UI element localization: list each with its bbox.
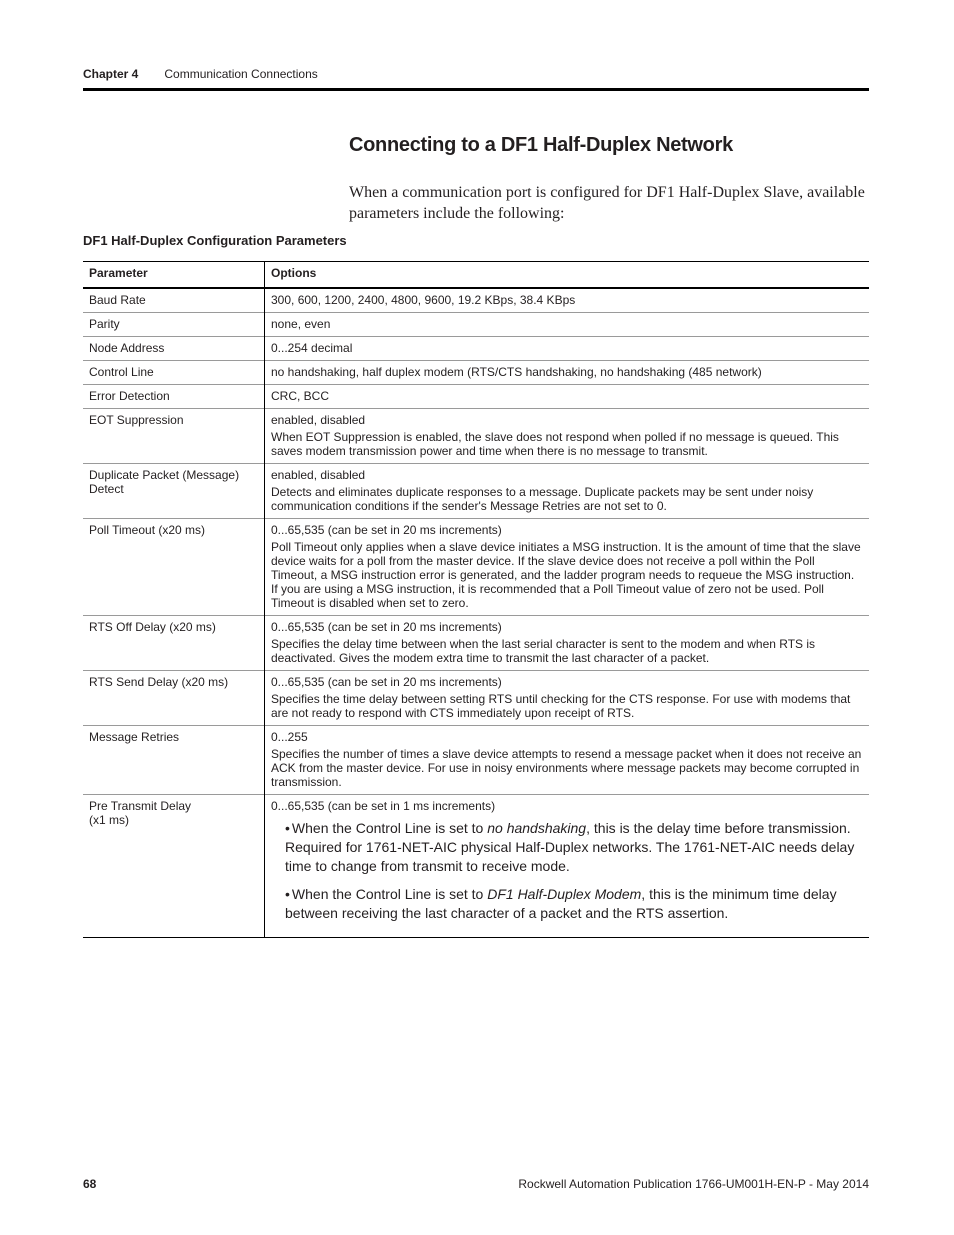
option-description: Specifies the delay time between when the last serial character is sent to the modem and when RTS is deactivated. Gives the modem extra time to transmit the last character of a packet. bbox=[271, 637, 816, 665]
section-heading: Connecting to a DF1 Half-Duplex Network bbox=[349, 134, 733, 156]
parameters-table bbox=[83, 261, 869, 938]
option-cell bbox=[265, 361, 870, 385]
table-title: DF1 Half-Duplex Configuration Parameters bbox=[83, 233, 347, 248]
table-row bbox=[83, 726, 869, 795]
bullet-icon: • bbox=[285, 820, 290, 836]
param-cell: Parity bbox=[83, 313, 265, 337]
chapter-label: Chapter 4 bbox=[83, 67, 139, 81]
param-cell: Error Detection bbox=[83, 385, 265, 409]
option-value: no handshaking, half duplex modem (RTS/CTS handshaking, no handshaking (485 network) bbox=[271, 365, 762, 379]
option-cell bbox=[265, 519, 870, 616]
option-cell bbox=[265, 671, 870, 726]
param-cell: Duplicate Packet (Message) Detect bbox=[83, 464, 265, 519]
option-description: Poll Timeout only applies when a slave device initiates a MSG instruction. It is the amount of time that the slave device waits for a poll from the master device. If the slave device does not receive a poll within the Poll Timeout, a MSG instruction error is generated, and the ladder program needs to requeue the MSG instruction. If you are using a MSG instruction, it is recommended that a Poll Timeout value of zero not be used. Poll Timeout is disabled when set to zero. bbox=[271, 540, 861, 610]
option-description: Specifies the number of times a slave device attempts to resend a message packet when it does not receive an ACK from the master device. For use in noisy environments where message packets may become corrupted in transmission. bbox=[271, 747, 862, 789]
table-row bbox=[83, 795, 869, 938]
table-row bbox=[83, 288, 869, 313]
param-cell: RTS Off Delay (x20 ms) bbox=[83, 616, 265, 671]
option-value: 0...255 bbox=[271, 730, 308, 744]
table-row bbox=[83, 337, 869, 361]
running-header bbox=[83, 67, 869, 81]
option-value: 0...65,535 (can be set in 20 ms increments) bbox=[271, 523, 502, 537]
option-value: 0...254 decimal bbox=[271, 341, 353, 355]
option-description: Detects and eliminates duplicate responses to a message. Duplicate packets may be sent under noisy communication conditions if the sender's Message Retries are not set to 0. bbox=[271, 485, 814, 513]
table-row bbox=[83, 519, 869, 616]
param-cell: Baud Rate bbox=[83, 288, 265, 313]
column-header-options: Options bbox=[271, 266, 317, 280]
param-unit: (x1 ms) bbox=[89, 813, 129, 827]
param-cell: Poll Timeout (x20 ms) bbox=[83, 519, 265, 616]
table-body bbox=[83, 288, 869, 938]
table-row bbox=[83, 671, 869, 726]
param-cell bbox=[83, 795, 265, 938]
table-row bbox=[83, 409, 869, 464]
option-cell bbox=[265, 464, 870, 519]
option-cell bbox=[265, 337, 870, 361]
section-label: Communication Connections bbox=[164, 67, 318, 81]
list-item: • When the Control Line is set to DF1 Half-Duplex Modem, this is the minimum time delay between receiving the last character of a packet and the RTS assertion. bbox=[285, 886, 837, 921]
option-cell bbox=[265, 409, 870, 464]
page-number: 68 bbox=[83, 1177, 97, 1191]
param-cell: EOT Suppression bbox=[83, 409, 265, 464]
publication-info: Rockwell Automation Publication 1766-UM001H-EN-P - May 2014 bbox=[518, 1177, 869, 1191]
table-row bbox=[83, 313, 869, 337]
table-row bbox=[83, 385, 869, 409]
option-value: 0...65,535 (can be set in 1 ms increments) bbox=[271, 799, 496, 813]
option-cell bbox=[265, 288, 870, 313]
intro-paragraph: When a communication port is configured for DF1 Half-Duplex Slave, available parameters include the following: bbox=[349, 184, 865, 222]
header-rule bbox=[83, 88, 869, 91]
table-header-row bbox=[83, 262, 869, 289]
option-cell bbox=[265, 795, 870, 938]
table-row bbox=[83, 464, 869, 519]
option-description: Specifies the time delay between setting RTS until checking for the CTS response. For use with modems that are not ready to respond with CTS immediately upon receipt of RTS. bbox=[271, 692, 851, 720]
param-cell: RTS Send Delay (x20 ms) bbox=[83, 671, 265, 726]
param-cell: Node Address bbox=[83, 337, 265, 361]
column-header-parameter: Parameter bbox=[83, 262, 265, 289]
table-row bbox=[83, 616, 869, 671]
option-value: 0...65,535 (can be set in 20 ms increments) bbox=[271, 675, 502, 689]
option-value: enabled, disabled bbox=[271, 413, 366, 427]
option-cell bbox=[265, 726, 870, 795]
option-cell bbox=[265, 385, 870, 409]
param-cell: Message Retries bbox=[83, 726, 265, 795]
param-name: Pre Transmit Delay bbox=[89, 799, 192, 813]
option-description: When EOT Suppression is enabled, the slave does not respond when polled if no message is queued. This saves modem transmission power and time when there is no message to transmit. bbox=[271, 430, 839, 458]
option-value: CRC, BCC bbox=[271, 389, 330, 403]
param-cell: Control Line bbox=[83, 361, 265, 385]
bullet-icon: • bbox=[285, 886, 290, 902]
list-item: • When the Control Line is set to no handshaking, this is the delay time before transmission. Required for 1761-NET-AIC physical Half-Duplex networks. The 1761-NET-AIC needs delay time to change from transmit to receive mode. bbox=[285, 820, 855, 874]
option-value: enabled, disabled bbox=[271, 468, 366, 482]
option-value: none, even bbox=[271, 317, 331, 331]
bullet-list bbox=[271, 819, 863, 923]
option-cell bbox=[265, 313, 870, 337]
option-cell bbox=[265, 616, 870, 671]
option-value: 0...65,535 (can be set in 20 ms increments) bbox=[271, 620, 502, 634]
option-value: 300, 600, 1200, 2400, 4800, 9600, 19.2 KBps, 38.4 KBps bbox=[271, 293, 576, 307]
table-row bbox=[83, 361, 869, 385]
